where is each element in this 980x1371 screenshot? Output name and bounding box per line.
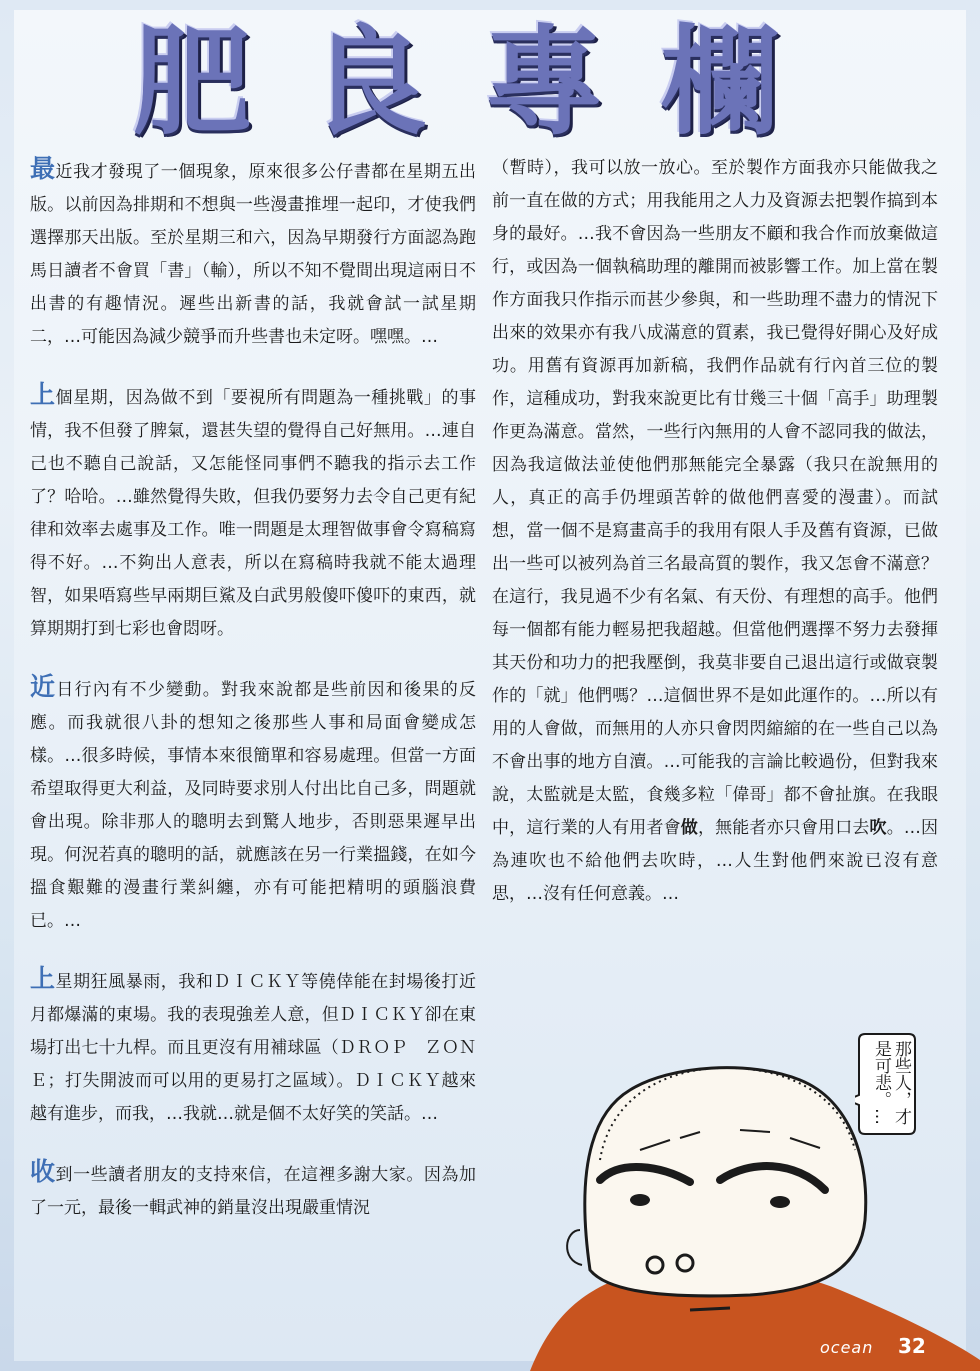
paragraph-text: 星期狂風暴雨，我和ＤＩＣＫＹ等僥倖能在封場後打近月都爆滿的東場。我的表現強差人意，但ＤＩＣＫＹ卻在東場打出七十九桿。而且更沒有用補球區（ＤＲＯＰ ＺＯＮＥ；打失開波而可以用的更易打之區域）。ＤＩＣＫＹ越來越有進步，而我，…我就…就是個不太好笑的笑話。…: [30, 972, 476, 1124]
paragraph-text: 日行內有不少變動。對我來說都是些前因和後果的反應。而我就很八卦的想知之後那些人事和局面會變成怎樣。…很多時候，事情本來很簡單和容易處理。但當一方面希望取得更大利益，及同時要求別人付出比自己多，問題就會出現。除非那人的聰明去到驚人地步，否則惡果遲早出現。何況若真的聰明的話，就應該在另一行業搵錢，在如今搵食艱難的漫畫行業糾纏，亦有可能把精明的頭腦浪費已。…: [30, 680, 476, 931]
paragraph-text: ，無能者亦只會用口去: [697, 818, 870, 838]
page-title: 肥良專欄: [132, 13, 837, 151]
drop-cap: 上: [30, 380, 56, 409]
paragraph-2: [30, 378, 476, 646]
speech-bubble-text: 那些人，才是可悲。…: [871, 1040, 911, 1125]
page-number: 32: [898, 1334, 926, 1358]
paragraph-continued: [492, 152, 938, 911]
paragraph-3: [30, 670, 476, 938]
drop-cap: 最: [30, 154, 56, 183]
left-column: [30, 152, 476, 1225]
magazine-logo: ocean: [820, 1338, 874, 1357]
paragraph-1: [30, 152, 476, 354]
paragraph-4: [30, 962, 476, 1131]
paragraph-text: 到一些讀者朋友的支持來信，在這裡多謝大家。因為加了一元，最後一輯武神的銷量沒出現嚴重情況: [30, 1165, 476, 1218]
drop-cap: 收: [30, 1157, 56, 1186]
emphasis-text: 做: [680, 818, 698, 838]
paragraph-text: 。…因為連吹也不給他們去吹時，…人生對他們來說已沒有意思，…沒有任何意義。…: [492, 818, 939, 904]
emphasis-text: 吹: [869, 818, 887, 838]
drop-cap: 近: [30, 672, 57, 701]
drop-cap: 上: [30, 964, 56, 993]
right-column: [492, 152, 938, 911]
paragraph-text: 個星期，因為做不到「要視所有問題為一種挑戰」的事情，我不但發了脾氣，還甚失望的覺得自己好無用。…連自己也不聽自己說話，又怎能怪同事們不聽我的指示去工作了？哈哈。…雖然覺得失敗，但我仍要努力去令自己更有紀律和效率去處事及工作。唯一問題是太理智做事會令寫稿寫得不好。…不夠出人意表，所以在寫稿時我就不能太過理智，如果唔寫些早兩期巨鯊及白武男般傻吓傻吓的東西，就算期期打到七彩也會悶呀。: [30, 388, 476, 639]
paragraph-text: （暫時），我可以放一放心。至於製作方面我亦只能做我之前一直在做的方式；用我能用之人力及資源去把製作搞到本身的最好。…我不會因為一些朋友不顧和我合作而放棄做這行，或因為一個執稿助理的離開而被影響工作。加上當在製作方面我只作指示而甚少參與，和一些助理不盡力的情況下出來的效果亦有我八成滿意的質素，我已覺得好開心及好成功。用舊有資源再加新稿，我們作品就有行內首三位的製作，這種成功，對我來說更比有廿幾三十個「高手」助理製作更為滿意。當然，一些行內無用的人會不認同我的做法，因為我這做法並使他們那無能完全暴露（我只在說無用的人，真正的高手仍埋頭苦幹的做他們喜愛的漫畫）。而試想，當一個不是寫畫高手的我用有限人手及舊有資源，已做出一些可以被列為首三名最高質的製作，我又怎會不滿意？在這行，我見過不少有名氣、有天份、有理想的高手。他們每一個都有能力輕易把我超越。但當他們選擇不努力去發揮其天份和功力的把我壓倒，我莫非要自己退出這行或做衰製作的「就」他們嗎？…這個世界不是如此運作的。…所以有用的人會做，而無用的人亦只會閃閃縮縮的在一些自己以為不會出事的地方自瀆。…可能我的言論比較過份，但對我來說，太監就是太監，食幾多粒「偉哥」都不會扯旗。在我眼中，這行業的人有用者會: [492, 158, 938, 838]
paragraph-5: [30, 1155, 476, 1225]
paragraph-text: 近我才發現了一個現象，原來很多公仔書都在星期五出版。以前因為排期和不想與一些漫畫推埋一起印，才使我們選擇那天出版。至於星期三和六，因為早期發行方面認為跑馬日讀者不會買「書」（輸），所以不知不覺間出現這兩日不出書的有趣情況。遲些出新書的話，我就會試一試星期二，…可能因為減少競爭而升些書也未定呀。嘿嘿。…: [30, 162, 476, 347]
